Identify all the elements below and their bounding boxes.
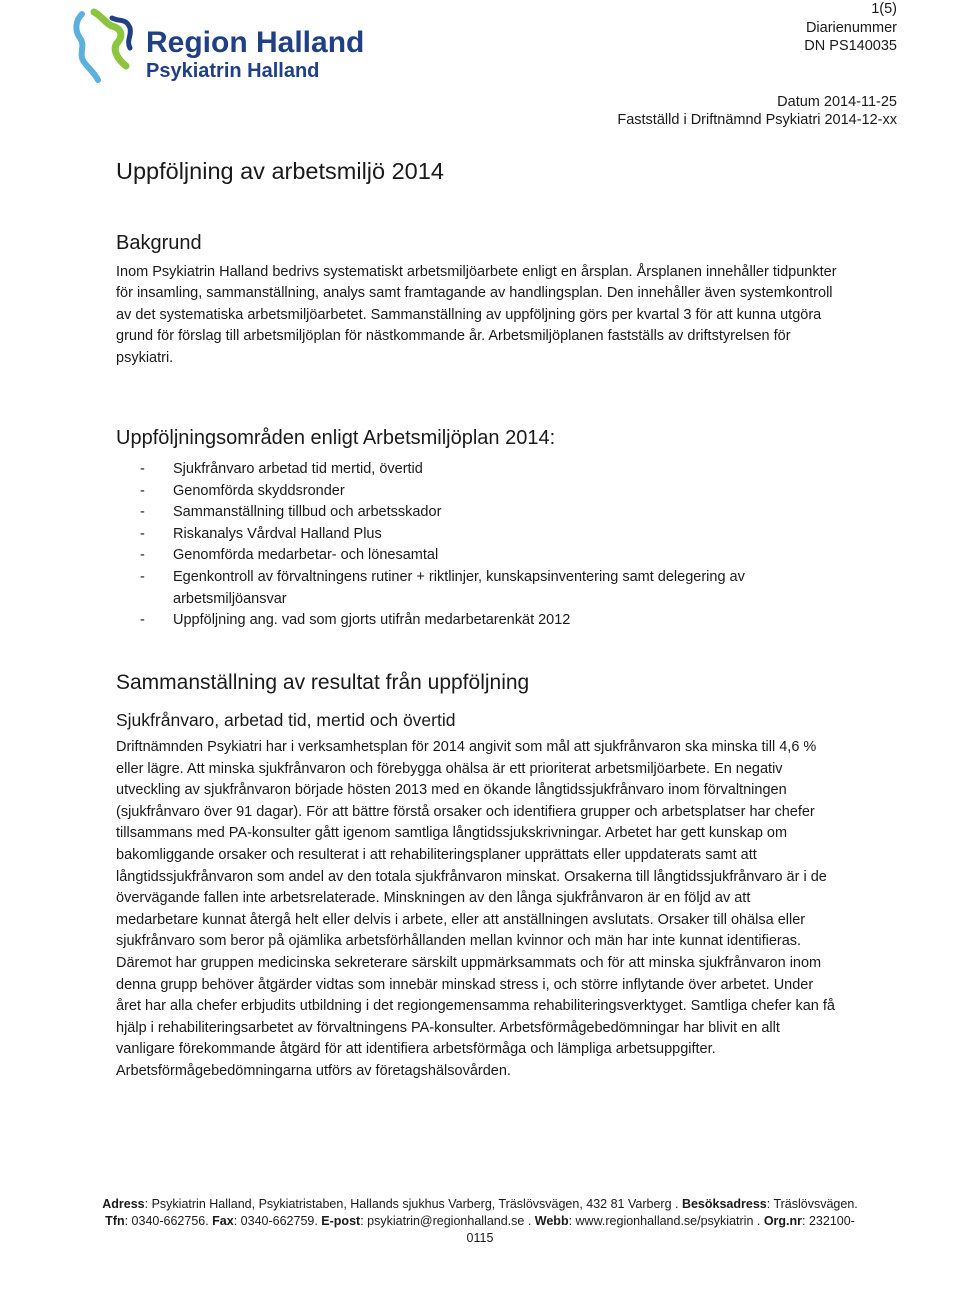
- list-item: - Egenkontroll av förvaltningens rutiner + riktlinjer, kunskapsinventering samt delegering av arbetsmiljöansvar: [140, 568, 745, 607]
- list-item: - Riskanalys Vårdval Halland Plus: [140, 525, 382, 542]
- document-date: Datum 2014-11-25: [777, 94, 897, 110]
- approval-note: Fastställd i Driftnämnd Psykiatri 2014-12-xx: [617, 112, 897, 128]
- section-heading-resultat: Sammanställning av resultat från uppföljning: [116, 671, 530, 694]
- bakgrund-paragraph: Inom Psykiatrin Halland bedrivs systematiskt arbetsmiljöarbete enligt en årsplan. Årsplanen innehåller tidpunkter för insamling, sammanställning, analys samt framtagande av handlingsplan. Den innehåller även systemkontroll av det systematiska arbetsmiljöarbetet. Sammanställning av uppföljning görs per kvartal 3 för att kunna utgöra grund för förslag till arbetsmiljöplan för nästkommande år. Arbetsmiljöplanen fastställs av driftstyrelsen för psykiatri.: [116, 264, 837, 366]
- document-title: Uppföljning av arbetsmiljö 2014: [116, 158, 444, 184]
- logo-title: Region Halland: [146, 26, 365, 59]
- page-number: 1(5): [871, 1, 897, 17]
- section-heading-bakgrund: Bakgrund: [116, 232, 202, 254]
- omraden-list: [116, 459, 856, 632]
- region-halland-logo-mark: [68, 8, 378, 83]
- logo-subtitle: Psykiatrin Halland: [146, 60, 320, 82]
- list-item: - Uppföljning ang. vad som gjorts utifrån medarbetarenkät 2012: [140, 612, 571, 629]
- sjukfranvaro-paragraph: Driftnämnden Psykiatri har i verksamhetsplan för 2014 angivit som mål att sjukfrånvaron ska minska till 4,6 % eller lägre. Att minska sjukfrånvaron och förebygga ohälsa är ett prioriterat arbetsmiljöarbete. En negativ utveckling av sjukfrånvaron började hösten 2013 med en ökande långtidssjukfrånvaro inom förvaltningen (sjukfrånvaro över 91 dagar). För att bättre förstå orsaker och identifiera grupper och arbetsplatser har chefer tillsammans med PA-konsulter gått igenom samtliga långtidssjukskrivningar. Arbetet har gett kunskap om bakomliggande orsaker och resulterat i att rehabiliteringsplaner upprättats eller uppdaterats samt att långtidssjukfrånvaron som andel av den totala sjukfrånvaron minskat. Orsakerna till långtidssjukfrånvaro är i de övervägande fallen inte arbetsrelaterade. Minskningen av den långa sjukfrånvaron är en följd av att medarbetare kunnat återgå helt eller delvis i arbete, eller att anställningen avslutats. Orsaker till ohälsa eller sjukfrånvaro som beror på ojämlika arbetsförhållanden mellan kvinnor och män har inte kunnat identifieras. Däremot har gruppen medicinska sekreterare särskilt uppmärksammats och för att minska sjukfrånvaron inom denna grupp behöver åtgärder vidtas som innebär minskad stress i, och större inflytande över arbetet. Under året har alla chefer erbjudits utbildning i det regiongemensamma rehabiliteringsverktyget. Samtliga chefer kan få hjälp i rehabiliteringsarbetet av förvaltningens PA-konsulter. Arbetsförmågebedömningar har blivit en allt vanligare förekommande åtgärd för att identifiera arbetsförmåga och lämpliga arbetsuppgifter. Arbetsförmågebedömningarna utförs av företagshälsovården.: [116, 739, 835, 1079]
- subsection-heading-sjukfranvaro: Sjukfrånvaro, arbetad tid, mertid och övertid: [116, 710, 456, 730]
- region-halland-logo: [68, 8, 378, 83]
- diarienummer-label: Diarienummer: [805, 20, 897, 36]
- diarienummer-value: DN PS140035: [804, 38, 897, 54]
- list-item: - Genomförda skyddsronder: [140, 482, 345, 499]
- footer-address: Adress: Psykiatrin Halland, Psykiatristaben, Hallands sjukhus Varberg, Träslövsvägen, 432 81 Varberg . Besöksadress: Träslövsvägen. Tfn: 0340-662756. Fax: 0340-662759. E-post: psykiatrin@regionhalland.se . Webb: www.regionhalland.se/psykiatrin . Org.nr: 232100-0115: [102, 1197, 858, 1245]
- list-item: - Genomförda medarbetar- och lönesamtal: [140, 547, 439, 564]
- list-item: - Sjukfrånvaro arbetad tid mertid, övertid: [140, 461, 423, 477]
- list-item: - Sammanställning tillbud och arbetsskador: [140, 504, 442, 521]
- section-heading-omraden: Uppföljningsområden enligt Arbetsmiljöplan 2014:: [116, 427, 556, 449]
